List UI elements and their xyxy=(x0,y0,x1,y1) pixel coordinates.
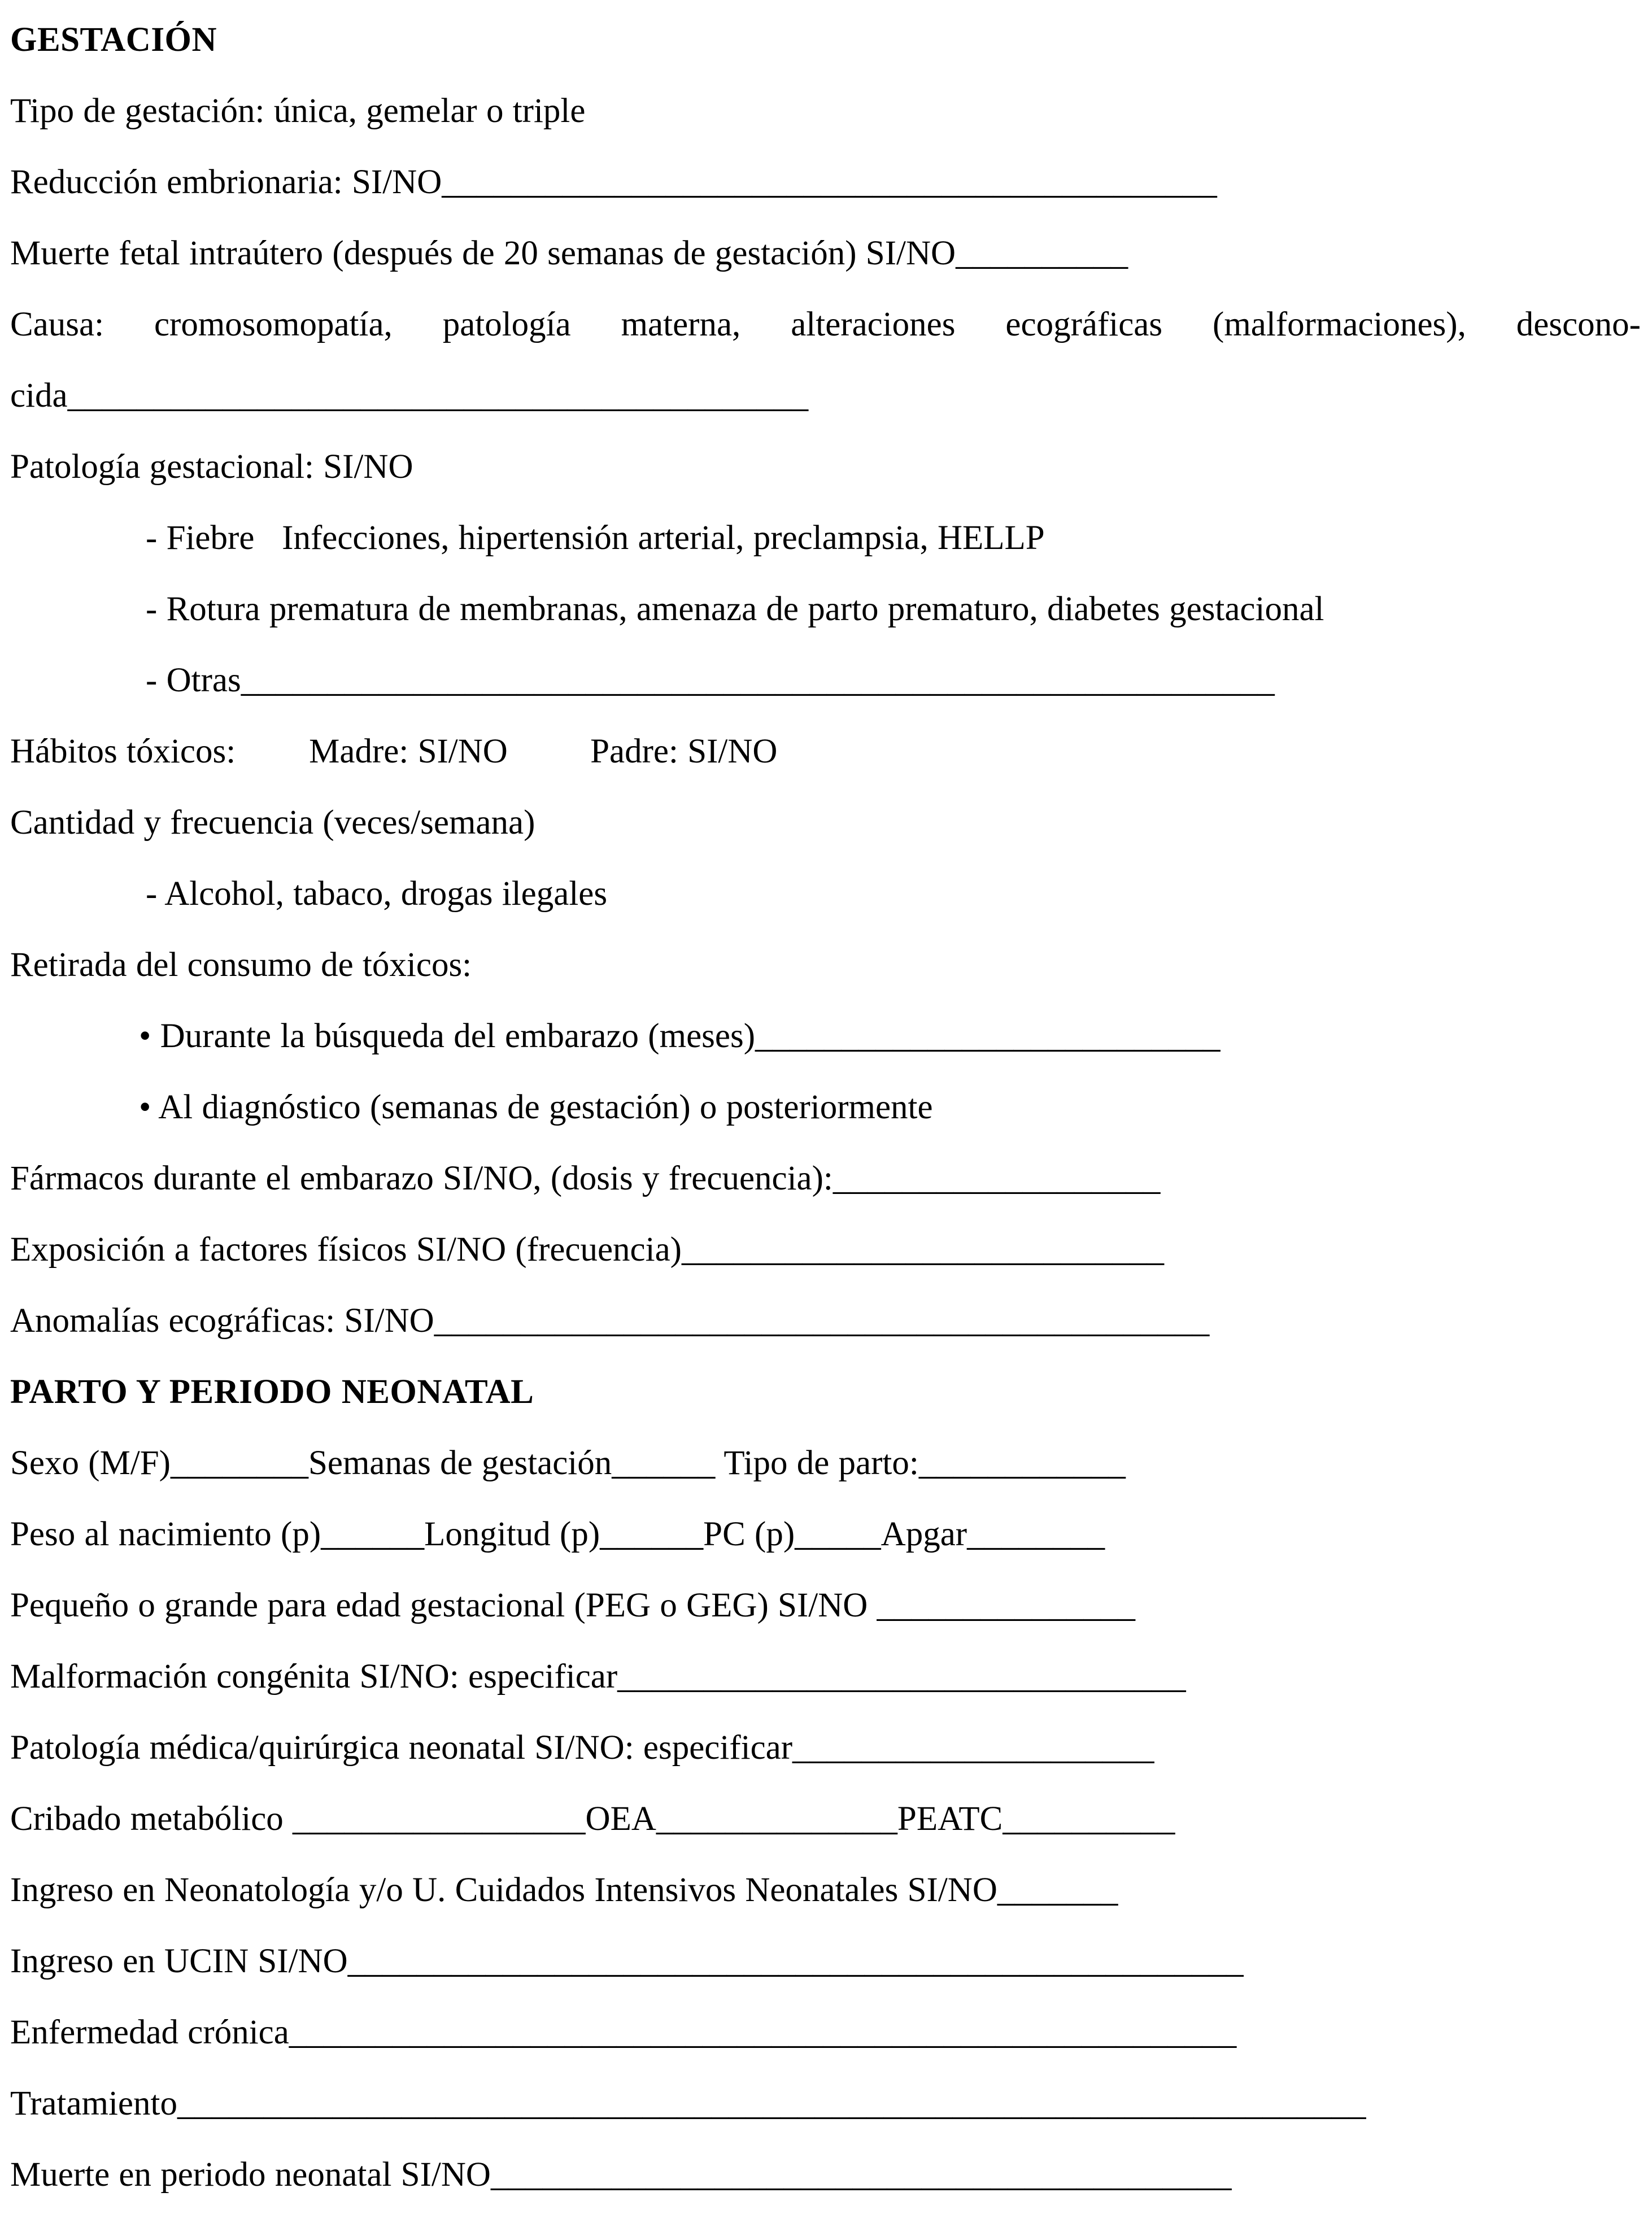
field-malformacion-congenita: Malformación congénita SI/NO: especificar_________________________________ xyxy=(10,1658,1186,1695)
field-sexo-semanas-tipo-parto: Sexo (M/F)________Semanas de gestación______ Tipo de parto:____________ xyxy=(10,1444,1126,1482)
section-heading-gestacion: GESTACIÓN xyxy=(10,21,217,59)
bullet-item-durante-busqueda-embarazo: • Durante la búsqueda del embarazo (meses)___________________________ xyxy=(139,1017,1221,1055)
field-habitos-toxicos: Hábitos tóxicos: Madre: SI/NO Padre: SI/NO xyxy=(10,733,778,770)
field-patologia-medica-quirurgica-neonatal: Patología médica/quirúrgica neonatal SI/NO: especificar_____________________ xyxy=(10,1729,1154,1767)
field-enfermedad-cronica: Enfermedad crónica_______________________________________________________ xyxy=(10,2013,1237,2051)
field-peso-longitud-pc-apgar: Peso al nacimiento (p)______Longitud (p)______PC (p)_____Apgar________ xyxy=(10,1515,1105,1553)
field-peg-geg: Pequeño o grande para edad gestacional (PEG o GEG) SI/NO _______________ xyxy=(10,1586,1136,1624)
field-cribado-metabolico-oea-peatc: Cribado metabólico _________________OEA______________PEATC__________ xyxy=(10,1800,1175,1838)
list-item-fiebre-infecciones: - Fiebre Infecciones, hipertensión arterial, preclampsia, HELLP xyxy=(146,519,1045,557)
list-item-otras: - Otras____________________________________________________________ xyxy=(146,661,1275,699)
field-exposicion-factores-fisicos: Exposición a factores físicos SI/NO (frecuencia)____________________________ xyxy=(10,1231,1164,1269)
field-causa-line-1: Causa: cromosomopatía, patología materna, alteraciones ecográficas (malformaciones), descono- xyxy=(10,306,1641,343)
field-cantidad-y-frecuencia: Cantidad y frecuencia (veces/semana) xyxy=(10,804,535,842)
field-patologia-gestacional: Patología gestacional: SI/NO xyxy=(10,448,413,486)
field-anomalias-ecograficas: Anomalías ecográficas: SI/NO_____________________________________________ xyxy=(10,1302,1210,1340)
bullet-item-al-diagnostico: • Al diagnóstico (semanas de gestación) o posteriormente xyxy=(139,1088,933,1126)
field-ingreso-neonatologia-uci-neonatales: Ingreso en Neonatología y/o U. Cuidados Intensivos Neonatales SI/NO_______ xyxy=(10,1871,1118,1909)
field-causa-line-2: cida___________________________________________ xyxy=(10,377,809,415)
field-muerte-fetal-intrautero: Muerte fetal intraútero (después de 20 semanas de gestación) SI/NO__________ xyxy=(10,234,1128,272)
field-ingreso-ucin: Ingreso en UCIN SI/NO____________________________________________________ xyxy=(10,1942,1244,1980)
list-item-alcohol-tabaco-drogas: - Alcohol, tabaco, drogas ilegales xyxy=(146,875,608,913)
section-heading-parto-periodo-neonatal: PARTO Y PERIODO NEONATAL xyxy=(10,1373,534,1411)
field-reduccion-embrionaria: Reducción embrionaria: SI/NO_____________________________________________ xyxy=(10,163,1217,201)
field-tipo-de-gestacion: Tipo de gestación: única, gemelar o triple xyxy=(10,92,586,130)
field-muerte-periodo-neonatal: Muerte en periodo neonatal SI/NO___________________________________________ xyxy=(10,2156,1232,2194)
field-farmacos-durante-embarazo: Fármacos durante el embarazo SI/NO, (dosis y frecuencia):___________________ xyxy=(10,1160,1161,1197)
list-item-rotura-prematura-membranas: - Rotura prematura de membranas, amenaza de parto prematuro, diabetes gestacional xyxy=(146,590,1324,628)
field-retirada-consumo-toxicos: Retirada del consumo de tóxicos: xyxy=(10,946,472,984)
field-tratamiento: Tratamiento_____________________________________________________________________ xyxy=(10,2085,1366,2122)
